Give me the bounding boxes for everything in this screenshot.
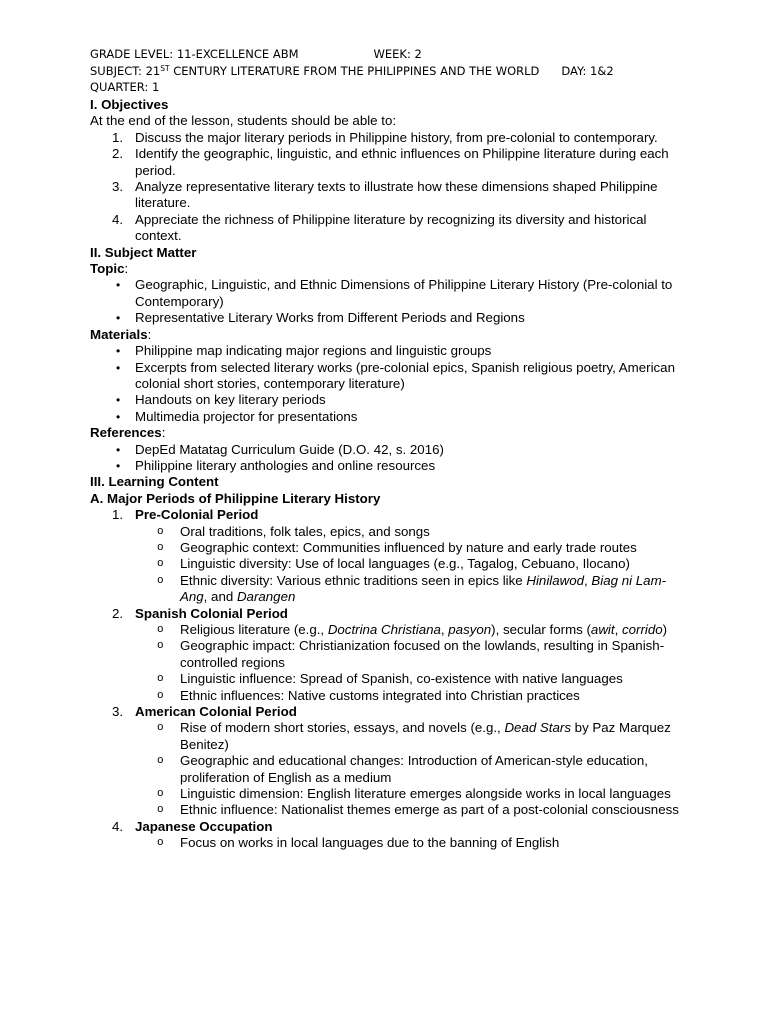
sub-bullet-icon: o	[157, 788, 164, 801]
separator: , and	[203, 589, 237, 605]
detail-text: Oral traditions, folk tales, epics, and songs	[180, 523, 430, 539]
material-text: Handouts on key literary periods	[135, 392, 326, 408]
list-item	[90, 442, 680, 458]
objective-item	[90, 179, 680, 212]
list-item	[135, 556, 680, 572]
sub-bullet-icon: o	[157, 837, 164, 850]
header-line-1	[90, 46, 614, 63]
list-item	[135, 573, 680, 606]
sub-bullet-icon: o	[157, 673, 164, 686]
detail-text: Ethnic influences: Native customs integrated into Christian practices	[180, 687, 580, 703]
period-item	[90, 704, 680, 720]
sub-bullet-icon: o	[157, 722, 164, 735]
period-item	[90, 606, 680, 622]
sub-bullet-icon: o	[157, 640, 164, 653]
sub-bullet-icon: o	[157, 624, 164, 636]
subject-rest: CENTURY LITERATURE FROM THE PHILIPPINES AND THE WORLD	[169, 63, 540, 78]
list-item	[135, 753, 680, 786]
detail-text: ), secular forms (	[491, 622, 591, 637]
objective-number: 3.	[112, 179, 124, 195]
list-item	[90, 392, 680, 408]
objective-text: Identify the geographic, linguistic, and ethnic influences on Philippine literature during each period.	[135, 146, 669, 178]
list-item	[135, 540, 680, 556]
materials-label-line: Materials:	[90, 326, 152, 342]
period-number: 1.	[112, 507, 124, 523]
list-item	[90, 409, 680, 425]
material-text: Excerpts from selected literary works (pre-colonial epics, Spanish religious poetry, American colonial short stories, contemporary literature)	[135, 359, 675, 391]
list-item	[135, 688, 680, 704]
list-item	[90, 343, 680, 359]
objective-number: 4.	[112, 211, 124, 227]
topic-label: Topic	[90, 261, 125, 277]
period-details	[90, 835, 680, 851]
list-item	[90, 310, 680, 326]
objective-item	[90, 212, 680, 245]
day: DAY: 1&2	[561, 63, 614, 78]
objectives-intro: At the end of the lesson, students should be able to:	[90, 113, 397, 129]
objective-number: 2.	[112, 146, 124, 162]
bullet-icon: •	[116, 458, 121, 473]
period-item	[90, 819, 680, 835]
list-item	[90, 360, 680, 393]
topic-text: Representative Literary Works from Different Periods and Regions	[135, 310, 525, 326]
work-title: awit	[590, 622, 615, 637]
detail-text: )	[662, 622, 668, 637]
bullet-icon: •	[116, 442, 121, 457]
detail-text: Geographic context: Communities influenced by nature and early trade routes	[180, 539, 637, 555]
list-item	[135, 802, 680, 818]
period-number: 3.	[112, 704, 124, 720]
bullet-icon: •	[116, 393, 121, 408]
periods-list	[90, 704, 680, 720]
work-title: pasyon	[448, 622, 492, 637]
objective-item	[90, 146, 680, 179]
objective-text: Analyze representative literary texts to illustrate how these dimensions shaped Philippine literature.	[135, 179, 658, 211]
objectives-heading: I. Objectives	[90, 97, 169, 112]
separator: ,	[440, 622, 449, 637]
detail-text: Linguistic influence: Spread of Spanish, co-existence with native languages	[180, 671, 623, 687]
sub-bullet-icon: o	[157, 558, 164, 571]
bullet-icon: •	[116, 278, 121, 293]
objective-item	[90, 130, 680, 146]
detail-text: Linguistic dimension: English literature emerges alongside works in local languages	[180, 786, 671, 802]
list-item	[90, 277, 680, 310]
periods-list	[90, 819, 680, 835]
period-item	[90, 507, 680, 523]
bullet-icon: •	[116, 409, 121, 424]
topic-label-line: Topic:	[90, 261, 129, 277]
subject-superscript: ST	[160, 63, 170, 73]
topic-list	[90, 277, 680, 326]
list-item	[135, 671, 680, 687]
detail-text: Rise of modern short stories, essays, and novels (e.g.,	[180, 720, 505, 736]
period-details	[90, 622, 680, 704]
material-text: Multimedia projector for presentations	[135, 408, 358, 424]
epic-title: Darangen	[236, 589, 296, 605]
list-item	[135, 720, 680, 753]
topic-text: Geographic, Linguistic, and Ethnic Dimensions of Philippine Literary History (Pre-colonial to Contemporary)	[135, 277, 673, 309]
periods-list	[90, 507, 680, 523]
list-item	[135, 638, 680, 671]
period-title: Spanish Colonial Period	[135, 605, 288, 621]
list-item	[90, 458, 680, 474]
sub-bullet-icon: o	[157, 755, 164, 768]
materials-label: Materials	[90, 326, 148, 342]
periods-list	[90, 606, 680, 622]
materials-list	[90, 343, 680, 425]
reference-text: DepEd Matatag Curriculum Guide (D.O. 42, s. 2016)	[135, 441, 444, 457]
detail-text: Geographic impact: Christianization focused on the lowlands, resulting in Spanish-controlled regions	[180, 638, 665, 670]
work-title: Dead Stars	[504, 720, 571, 736]
lesson-header	[90, 46, 614, 96]
objective-text: Discuss the major literary periods in Philippine history, from pre-colonial to contemporary.	[135, 129, 658, 145]
material-text: Philippine map indicating major regions and linguistic groups	[135, 343, 492, 359]
objective-text: Appreciate the richness of Philippine literature by recognizing its diversity and historical context.	[135, 211, 647, 244]
subject-matter-heading: II. Subject Matter	[90, 244, 197, 260]
references-label: References	[90, 425, 162, 441]
learning-content-subheading: A. Major Periods of Philippine Literary History	[90, 490, 381, 506]
epic-title: Biag ni Lam-Ang	[180, 572, 667, 605]
learning-content-heading: III. Learning Content	[90, 474, 219, 490]
period-title: Pre-Colonial Period	[135, 507, 259, 523]
period-number: 4.	[112, 818, 124, 834]
list-item	[135, 524, 680, 540]
sub-bullet-icon: o	[157, 525, 164, 538]
detail-text: Focus on works in local languages due to the banning of English	[180, 835, 560, 851]
quarter: QUARTER: 1	[90, 80, 160, 95]
work-title: corrido	[621, 622, 663, 637]
period-title: American Colonial Period	[135, 704, 297, 720]
list-item	[135, 622, 680, 638]
period-title: Japanese Occupation	[135, 818, 273, 834]
period-number: 2.	[112, 605, 124, 621]
sub-bullet-icon: o	[157, 541, 164, 554]
references-label-line: References:	[90, 425, 166, 441]
list-item	[135, 786, 680, 802]
separator: ,	[614, 622, 622, 637]
week: WEEK: 2	[373, 47, 422, 61]
detail-text: Geographic and educational changes: Introduction of American-style education, proliferation of English as a medium	[180, 753, 648, 785]
list-item	[135, 835, 680, 851]
bullet-icon: •	[116, 344, 121, 359]
bullet-icon: •	[116, 311, 121, 326]
period-details	[90, 524, 680, 606]
detail-text: Linguistic diversity: Use of local languages (e.g., Tagalog, Cebuano, Ilocano)	[180, 556, 630, 572]
period-details	[90, 720, 680, 818]
grade-level: GRADE LEVEL: 11-EXCELLENCE ABM	[90, 47, 299, 61]
sub-bullet-icon: o	[157, 804, 164, 817]
reference-text: Philippine literary anthologies and online resources	[135, 457, 436, 473]
subject-prefix: SUBJECT: 21	[90, 63, 161, 78]
epic-title: Hinilawod	[526, 572, 585, 588]
lesson-body	[90, 97, 680, 852]
detail-text: Ethnic influence: Nationalist themes emerge as part of a post-colonial consciousness	[180, 802, 679, 818]
header-line-2	[90, 63, 614, 80]
references-list	[90, 442, 680, 475]
detail-text: Ethnic diversity: Various ethnic traditions seen in epics like	[180, 572, 527, 588]
bullet-icon: •	[116, 360, 121, 375]
detail-text: by Paz Marquez Benitez)	[180, 720, 671, 752]
sub-bullet-icon: o	[157, 574, 164, 587]
separator: ,	[584, 572, 592, 588]
sub-bullet-icon: o	[157, 689, 164, 702]
objective-number: 1.	[112, 129, 124, 145]
objectives-list	[90, 130, 680, 245]
work-title: Doctrina Christiana	[327, 622, 441, 637]
detail-text: Religious literature (e.g.,	[180, 622, 328, 637]
